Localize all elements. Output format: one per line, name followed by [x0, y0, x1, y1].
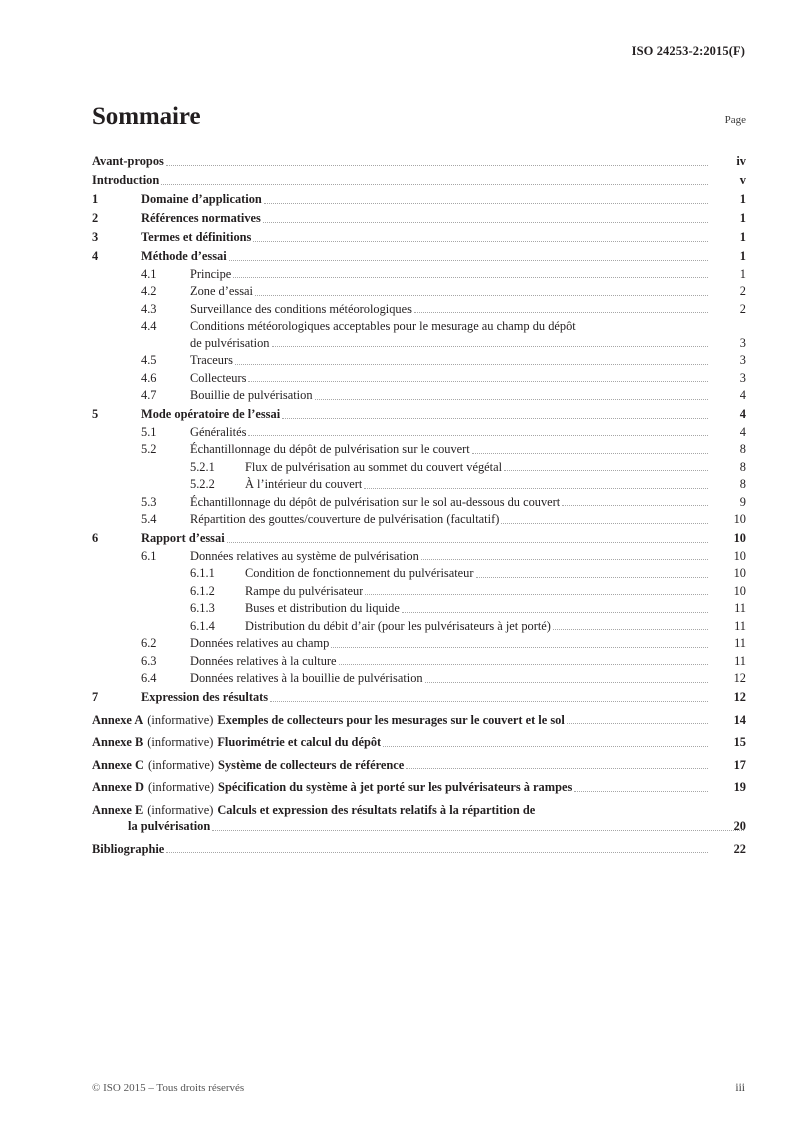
leader-dots: [562, 505, 708, 506]
toc-entry-6-3[interactable]: [92, 653, 746, 670]
toc-entry-page: 14: [733, 712, 746, 727]
leader-dots: [161, 184, 708, 185]
bibliography-label: Bibliographie: [92, 841, 165, 856]
toc-entry-page: 2: [739, 284, 746, 299]
toc-entry-page: 1: [739, 192, 746, 207]
toc-entry-number: 4.7: [141, 388, 157, 403]
toc-entry-page: 10: [733, 512, 746, 527]
toc-entry-3[interactable]: [92, 229, 746, 246]
leader-dots: [212, 830, 744, 831]
toc-entry-label: Conditions météorologiques acceptables pour le mesurage au champ du dépôt: [190, 319, 576, 334]
toc-entry-number: 4.4: [141, 319, 157, 334]
toc-entry-page: 12: [733, 690, 746, 705]
toc-entry-number: 5.2.1: [190, 459, 215, 474]
toc-entry-label: Surveillance des conditions météorologiques: [190, 301, 412, 316]
toc-entry-page: 17: [733, 757, 746, 772]
toc-entry-page: iv: [736, 154, 746, 169]
toc-entry-page: v: [739, 173, 746, 188]
annex-name: Annexe B: [92, 735, 144, 750]
toc-entry-1[interactable]: [92, 191, 746, 208]
toc-entry-label: Avant-propos: [92, 154, 164, 169]
toc-entry-page: 11: [734, 601, 746, 616]
toc-entry-number: 3: [92, 230, 99, 245]
leader-dots: [166, 165, 708, 166]
copyright-notice: © ISO 2015 – Tous droits réservés: [92, 1082, 245, 1094]
toc-entry-page: 11: [734, 618, 746, 633]
toc-entry-label: Rapport d’essai: [141, 531, 225, 546]
toc-entry-annexe-a[interactable]: [92, 712, 746, 729]
leader-dots: [365, 594, 708, 595]
leader-dots: [253, 241, 708, 242]
toc-entry-label: Méthode d’essai: [141, 249, 227, 264]
annex-name: Annexe A: [92, 712, 144, 727]
leader-dots: [248, 381, 708, 382]
toc-entry-label: Généralités: [190, 424, 247, 439]
annex-title: Calculs et expression des résultats relatifs à la répartition de: [217, 802, 536, 817]
toc-entry-label: Condition de fonctionnement du pulvérisateur: [245, 566, 474, 581]
annex-title: Fluorimétrie et calcul du dépôt: [217, 735, 382, 750]
toc-entry-label: Données relatives au système de pulvérisation: [190, 548, 419, 563]
toc-entry-annexe-b[interactable]: [92, 734, 746, 751]
leader-dots: [227, 542, 708, 543]
leader-dots: [282, 418, 708, 419]
toc-entry-number: 4.3: [141, 301, 157, 316]
leader-dots: [414, 312, 708, 313]
toc-entry-page: 10: [733, 531, 746, 546]
toc-entry-label: Échantillonnage du dépôt de pulvérisation sur le sol au-dessous du couvert: [190, 494, 561, 509]
toc-entry-4-2[interactable]: [92, 283, 746, 300]
toc-entry-4[interactable]: [92, 248, 746, 265]
toc-title-row: [92, 104, 746, 130]
toc-entry-number: 6: [92, 531, 99, 546]
leader-dots: [504, 470, 708, 471]
toc-entry-7[interactable]: [92, 689, 746, 706]
toc-entry-6-1-3[interactable]: [92, 600, 746, 617]
toc-entry-number: 2: [92, 211, 99, 226]
toc-entry-page: 9: [739, 494, 746, 509]
leader-dots: [425, 682, 708, 683]
toc-entry-page: 3: [739, 353, 746, 368]
leader-dots: [339, 664, 708, 665]
toc-entry-label-continued: de pulvérisation: [190, 335, 270, 350]
toc-entry-page: 1: [739, 211, 746, 226]
toc-entry-page: 1: [739, 266, 746, 281]
leader-dots: [364, 488, 708, 489]
toc-entry-number: 6.2: [141, 636, 157, 651]
annex-informative-tag: (informative): [147, 757, 215, 772]
toc-entry-5-4[interactable]: [92, 511, 746, 528]
leader-dots: [472, 453, 708, 454]
toc-entry-number: 6.1: [141, 548, 157, 563]
toc-entry-label: Expression des résultats: [141, 690, 269, 705]
toc-entry-page: 4: [739, 407, 746, 422]
leader-dots: [248, 435, 708, 436]
leader-dots: [235, 364, 708, 365]
toc-entry-page: 3: [739, 335, 746, 350]
annex-title: Système de collecteurs de référence: [218, 757, 405, 772]
toc-entry-label: Données relatives à la culture: [190, 653, 337, 668]
toc-entry-page: 12: [733, 671, 746, 686]
toc-entry-number: 6.1.1: [190, 566, 215, 581]
toc-entry-number: 5.2: [141, 442, 157, 457]
toc-entry-2[interactable]: [92, 210, 746, 227]
toc-entry-page: 8: [739, 442, 746, 457]
leader-dots: [166, 852, 708, 853]
toc-entry-page: 8: [739, 459, 746, 474]
toc-entry-number: 6.4: [141, 671, 157, 686]
toc-entry-6-1-2[interactable]: [92, 583, 746, 600]
toc-entry-label: Zone d’essai: [190, 284, 253, 299]
toc-entry-number: 5.2.2: [190, 477, 215, 492]
toc-entry-number: 6.1.2: [190, 583, 215, 598]
toc-entry-label: Données relatives au champ: [190, 636, 330, 651]
toc-entry-page: 2: [739, 301, 746, 316]
annex-name: Annexe D: [92, 780, 144, 795]
toc-entry-page: 11: [734, 653, 746, 668]
leader-dots: [574, 791, 708, 792]
toc-entry-number: 4.1: [141, 266, 157, 281]
toc-entry-number: 4.2: [141, 284, 157, 299]
toc-entry-label: Introduction: [92, 173, 160, 188]
annex-informative-tag: (informative): [147, 735, 214, 750]
toc-entry-6-1[interactable]: [92, 548, 746, 565]
toc-entry-page: 4: [739, 424, 746, 439]
toc-entry-number: 4.5: [141, 353, 157, 368]
toc-entry-label: Principe: [190, 266, 232, 281]
toc-entry-page: 20: [733, 819, 746, 834]
toc-entry-label: Collecteurs: [190, 370, 247, 385]
leader-dots: [255, 295, 708, 296]
table-of-contents: [92, 104, 746, 858]
toc-entry-6[interactable]: [92, 530, 746, 547]
leader-dots: [406, 768, 708, 769]
toc-entry-number: 5.1: [141, 424, 157, 439]
toc-entry-4-4[interactable]: [92, 318, 746, 351]
toc-entry-page: 19: [733, 780, 746, 795]
page-column-header: Page: [724, 114, 746, 127]
leader-dots: [272, 346, 709, 347]
leader-dots: [331, 647, 708, 648]
toc-entry-number: 1: [92, 192, 99, 207]
toc-entry-annexe-e[interactable]: [92, 802, 746, 835]
toc-entry-avant-propos[interactable]: [92, 153, 746, 170]
toc-entry-page: 10: [733, 548, 746, 563]
annex-informative-tag: (informative): [147, 802, 214, 817]
page-title: Sommaire: [92, 103, 201, 130]
toc-entry-label: Distribution du débit d’air (pour les pulvérisateurs à jet porté): [245, 618, 551, 633]
leader-dots: [270, 701, 708, 702]
toc-entry-page: 3: [739, 370, 746, 385]
toc-entry-4-6[interactable]: [92, 370, 746, 387]
toc-entry-label: À l’intérieur du couvert: [245, 477, 363, 492]
leader-dots: [501, 523, 708, 524]
toc-entry-number: 5: [92, 407, 99, 422]
toc-entry-page: 10: [733, 566, 746, 581]
annex-title: Spécification du système à jet porté sur les pulvérisateurs à rampes: [218, 780, 573, 795]
toc-entry-introduction[interactable]: [92, 172, 746, 189]
toc-entry-4-7[interactable]: [92, 387, 746, 404]
leader-dots: [553, 629, 708, 630]
toc-entry-6-2[interactable]: [92, 635, 746, 652]
leader-dots: [264, 203, 708, 204]
toc-entry-number: 5.3: [141, 494, 157, 509]
toc-entry-page: 15: [733, 735, 746, 750]
toc-entry-label: Données relatives à la bouillie de pulvérisation: [190, 671, 423, 686]
leader-dots: [402, 612, 708, 613]
toc-entry-label: Répartition des gouttes/couverture de pulvérisation (facultatif): [190, 512, 500, 527]
toc-entry-number: 5.4: [141, 512, 157, 527]
toc-entry-6-4[interactable]: [92, 670, 746, 687]
toc-entry-5-2-2[interactable]: [92, 476, 746, 493]
toc-entry-page: 1: [739, 249, 746, 264]
annex-name: Annexe E: [92, 802, 144, 817]
toc-entry-page: 22: [733, 841, 746, 856]
leader-dots: [233, 277, 708, 278]
toc-entry-label: Termes et définitions: [141, 230, 252, 245]
toc-entry-label: Rampe du pulvérisateur: [245, 583, 364, 598]
leader-dots: [476, 577, 709, 578]
toc-entry-page: 11: [734, 636, 746, 651]
toc-entry-label: Mode opératoire de l’essai: [141, 407, 281, 422]
toc-entry-page: 4: [739, 388, 746, 403]
toc-entry-list: [92, 153, 746, 857]
toc-entry-number: 4: [92, 249, 99, 264]
toc-entry-annexe-d[interactable]: [92, 779, 746, 796]
toc-entry-label: Échantillonnage du dépôt de pulvérisation sur le couvert: [190, 442, 470, 457]
page-footer: [92, 1082, 745, 1094]
page-folio: iii: [735, 1082, 745, 1094]
toc-entry-4-1[interactable]: [92, 266, 746, 283]
toc-entry-5-2-1[interactable]: [92, 459, 746, 476]
toc-entry-label: Domaine d’application: [141, 192, 262, 207]
toc-entry-label: Buses et distribution du liquide: [245, 601, 400, 616]
toc-entry-number: 6.1.3: [190, 601, 215, 616]
toc-entry-6-1-1[interactable]: [92, 565, 746, 582]
toc-entry-5-2[interactable]: [92, 441, 746, 458]
toc-entry-label: Traceurs: [190, 353, 233, 368]
toc-entry-number: 6.1.4: [190, 618, 215, 633]
leader-dots: [567, 723, 708, 724]
leader-dots: [229, 260, 708, 261]
annex-title-continued: la pulvérisation: [128, 819, 211, 834]
annex-informative-tag: (informative): [147, 780, 215, 795]
annex-title: Exemples de collecteurs pour les mesurages sur le couvert et le sol: [217, 712, 565, 727]
toc-entry-label: Flux de pulvérisation au sommet du couvert végétal: [245, 459, 503, 474]
leader-dots: [315, 399, 708, 400]
leader-dots: [383, 746, 708, 747]
toc-entry-number: 6.3: [141, 653, 157, 668]
toc-entry-5-1[interactable]: [92, 424, 746, 441]
toc-entry-bibliographie[interactable]: [92, 841, 746, 858]
toc-entry-6-1-4[interactable]: [92, 618, 746, 635]
toc-entry-number: 4.6: [141, 370, 157, 385]
toc-entry-4-5[interactable]: [92, 352, 746, 369]
leader-dots: [263, 222, 708, 223]
annex-informative-tag: (informative): [147, 712, 214, 727]
toc-entry-label: Bouillie de pulvérisation: [190, 388, 313, 403]
running-header: ISO 24253-2:2015(F): [631, 44, 745, 58]
toc-entry-5[interactable]: [92, 406, 746, 423]
toc-entry-label: Références normatives: [141, 211, 261, 226]
annex-name: Annexe C: [92, 757, 144, 772]
toc-entry-5-3[interactable]: [92, 494, 746, 511]
toc-entry-page: 1: [739, 230, 746, 245]
toc-entry-page: 8: [739, 477, 746, 492]
toc-entry-page: 10: [733, 583, 746, 598]
toc-entry-number: 7: [92, 690, 99, 705]
toc-entry-4-3[interactable]: [92, 301, 746, 318]
toc-entry-annexe-c[interactable]: [92, 757, 746, 774]
leader-dots: [421, 559, 708, 560]
